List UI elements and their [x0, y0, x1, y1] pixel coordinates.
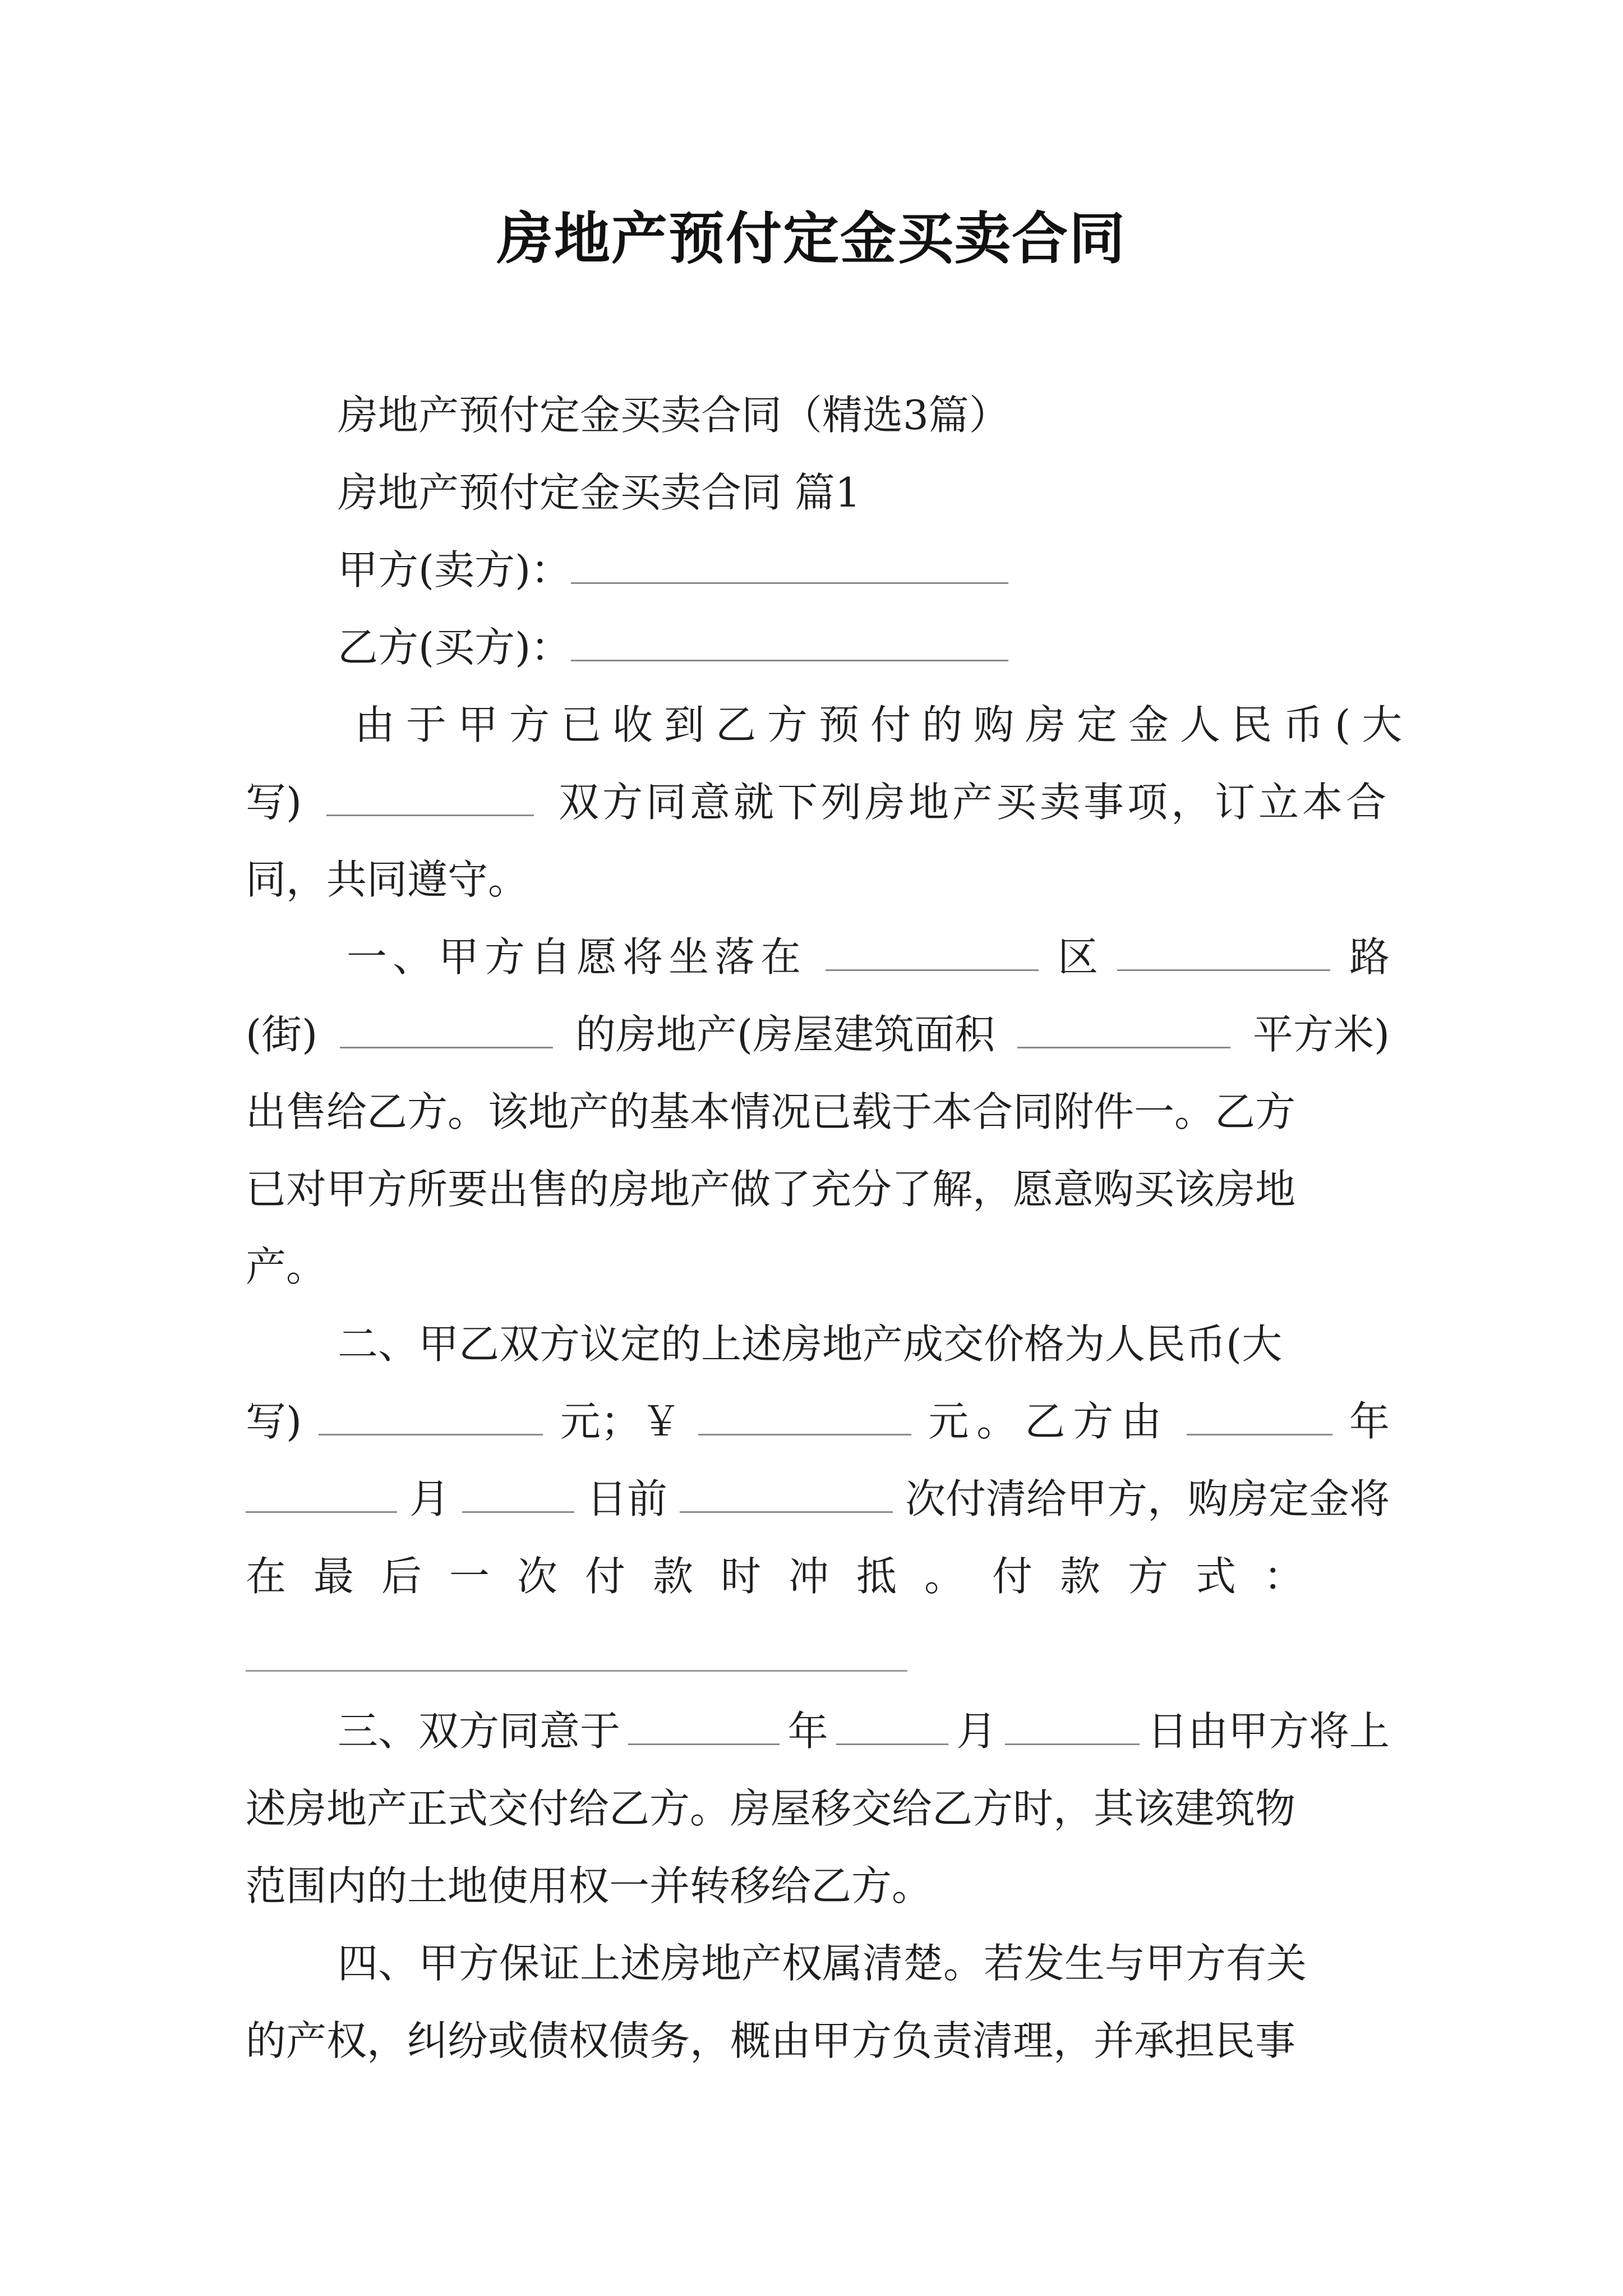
clause4-line-1: 四、甲方保证上述房地产权属清楚。若发生与甲方有关 [338, 1940, 1307, 1987]
payment-month-blank[interactable] [246, 1475, 397, 1513]
price-number-blank[interactable] [698, 1398, 911, 1435]
clause4-line-2: 的产权，纠纷或债权债务，概由甲方负责清理，并承担民事 [246, 2017, 1296, 2064]
clause2-line-3 [246, 1471, 1390, 1527]
clause3-line-2: 述房地产正式交付给乙方。房屋移交给乙方时，其该建筑物 [246, 1785, 1296, 1832]
clause1-text-2b: 的房地产(房屋建筑面积 [575, 1011, 995, 1058]
clause2-text-2b: 元；￥ [560, 1398, 681, 1445]
party-b-label: 乙方(买方)： [338, 624, 571, 671]
clause2-text-2a: 写) [246, 1398, 302, 1445]
clause1-line-2 [246, 1006, 1390, 1062]
district-blank[interactable] [826, 933, 1039, 971]
intro-line-1 [354, 697, 1414, 753]
clause2-line-2 [246, 1393, 1390, 1450]
subtitle: 房地产预付定金买卖合同（精选3篇） [338, 392, 1009, 439]
clause3-text-1b: 年 [787, 1708, 828, 1755]
clause2-text-2c: 元。乙方由 [928, 1398, 1170, 1445]
clause3-text-1d: 日由甲方将上 [1147, 1708, 1390, 1755]
clause2-text-3c: 次付清给甲方，购房定金将 [905, 1475, 1390, 1522]
clause2-text-2d: 年 [1349, 1398, 1390, 1445]
party-a-blank[interactable] [571, 546, 1008, 584]
clause1-line-3: 出售给乙方。该地产的基本情况已载于本合同附件一。乙方 [246, 1088, 1296, 1135]
intro-text-1: 由于甲方已收到乙方预付的购房定金人民币(大 [354, 701, 1414, 748]
price-words-blank[interactable] [319, 1398, 543, 1435]
intro-line-3: 同，共同遵守。 [246, 856, 529, 903]
clause2-text-3a: 月 [409, 1475, 450, 1522]
road-blank[interactable] [1117, 933, 1330, 971]
party-a-line [338, 542, 1390, 598]
delivery-month-blank[interactable] [836, 1708, 948, 1745]
clause1-line-5: 产。 [246, 1243, 327, 1290]
party-b-blank[interactable] [571, 624, 1008, 661]
clause1-text-1c: 路 [1349, 933, 1390, 981]
payment-year-blank[interactable] [1187, 1398, 1332, 1435]
clause2-line-4: 在最后一次付款时冲抵。付款方式： [246, 1553, 1332, 1600]
section-heading: 房地产预付定金买卖合同 篇1 [338, 469, 861, 516]
area-blank[interactable] [1017, 1011, 1230, 1048]
deposit-amount-blank[interactable] [326, 779, 534, 816]
clause3-text-1c: 月 [956, 1708, 997, 1755]
delivery-year-blank[interactable] [628, 1708, 780, 1745]
party-a-label: 甲方(卖方)： [338, 546, 571, 593]
clause1-line-1 [347, 929, 1390, 985]
street-blank[interactable] [340, 1011, 553, 1048]
clause1-line-4: 已对甲方所要出售的房地产做了充分了解，愿意购买该房地 [246, 1166, 1296, 1213]
clause2-text-3b: 日前 [586, 1475, 667, 1522]
installments-blank[interactable] [680, 1475, 893, 1513]
clause3-text-1a: 三、双方同意于 [338, 1708, 621, 1755]
clause2-line-1: 二、甲乙双方议定的上述房地产成交价格为人民币(大 [338, 1320, 1283, 1368]
clause1-text-1b: 区 [1057, 933, 1098, 981]
clause3-line-3: 范围内的土地使用权一并转移给乙方。 [246, 1862, 933, 1910]
page-title: 房地产预付定金买卖合同 [497, 205, 1126, 272]
intro-text-2a: 写) [246, 779, 302, 826]
clause3-line-1 [338, 1703, 1390, 1759]
party-b-line [338, 619, 1390, 675]
clause1-text-1a: 一、甲方自愿将坐落在 [347, 933, 807, 981]
clause1-text-2c: 平方米) [1252, 1011, 1390, 1058]
delivery-day-blank[interactable] [1005, 1708, 1140, 1745]
payment-day-blank[interactable] [462, 1475, 574, 1513]
payment-method-blank[interactable] [246, 1670, 907, 1672]
intro-line-2 [246, 774, 1390, 830]
intro-text-2b: 双方同意就下列房地产买卖事项，订立本合 [558, 779, 1390, 826]
clause1-text-2a: (街) [246, 1011, 318, 1058]
